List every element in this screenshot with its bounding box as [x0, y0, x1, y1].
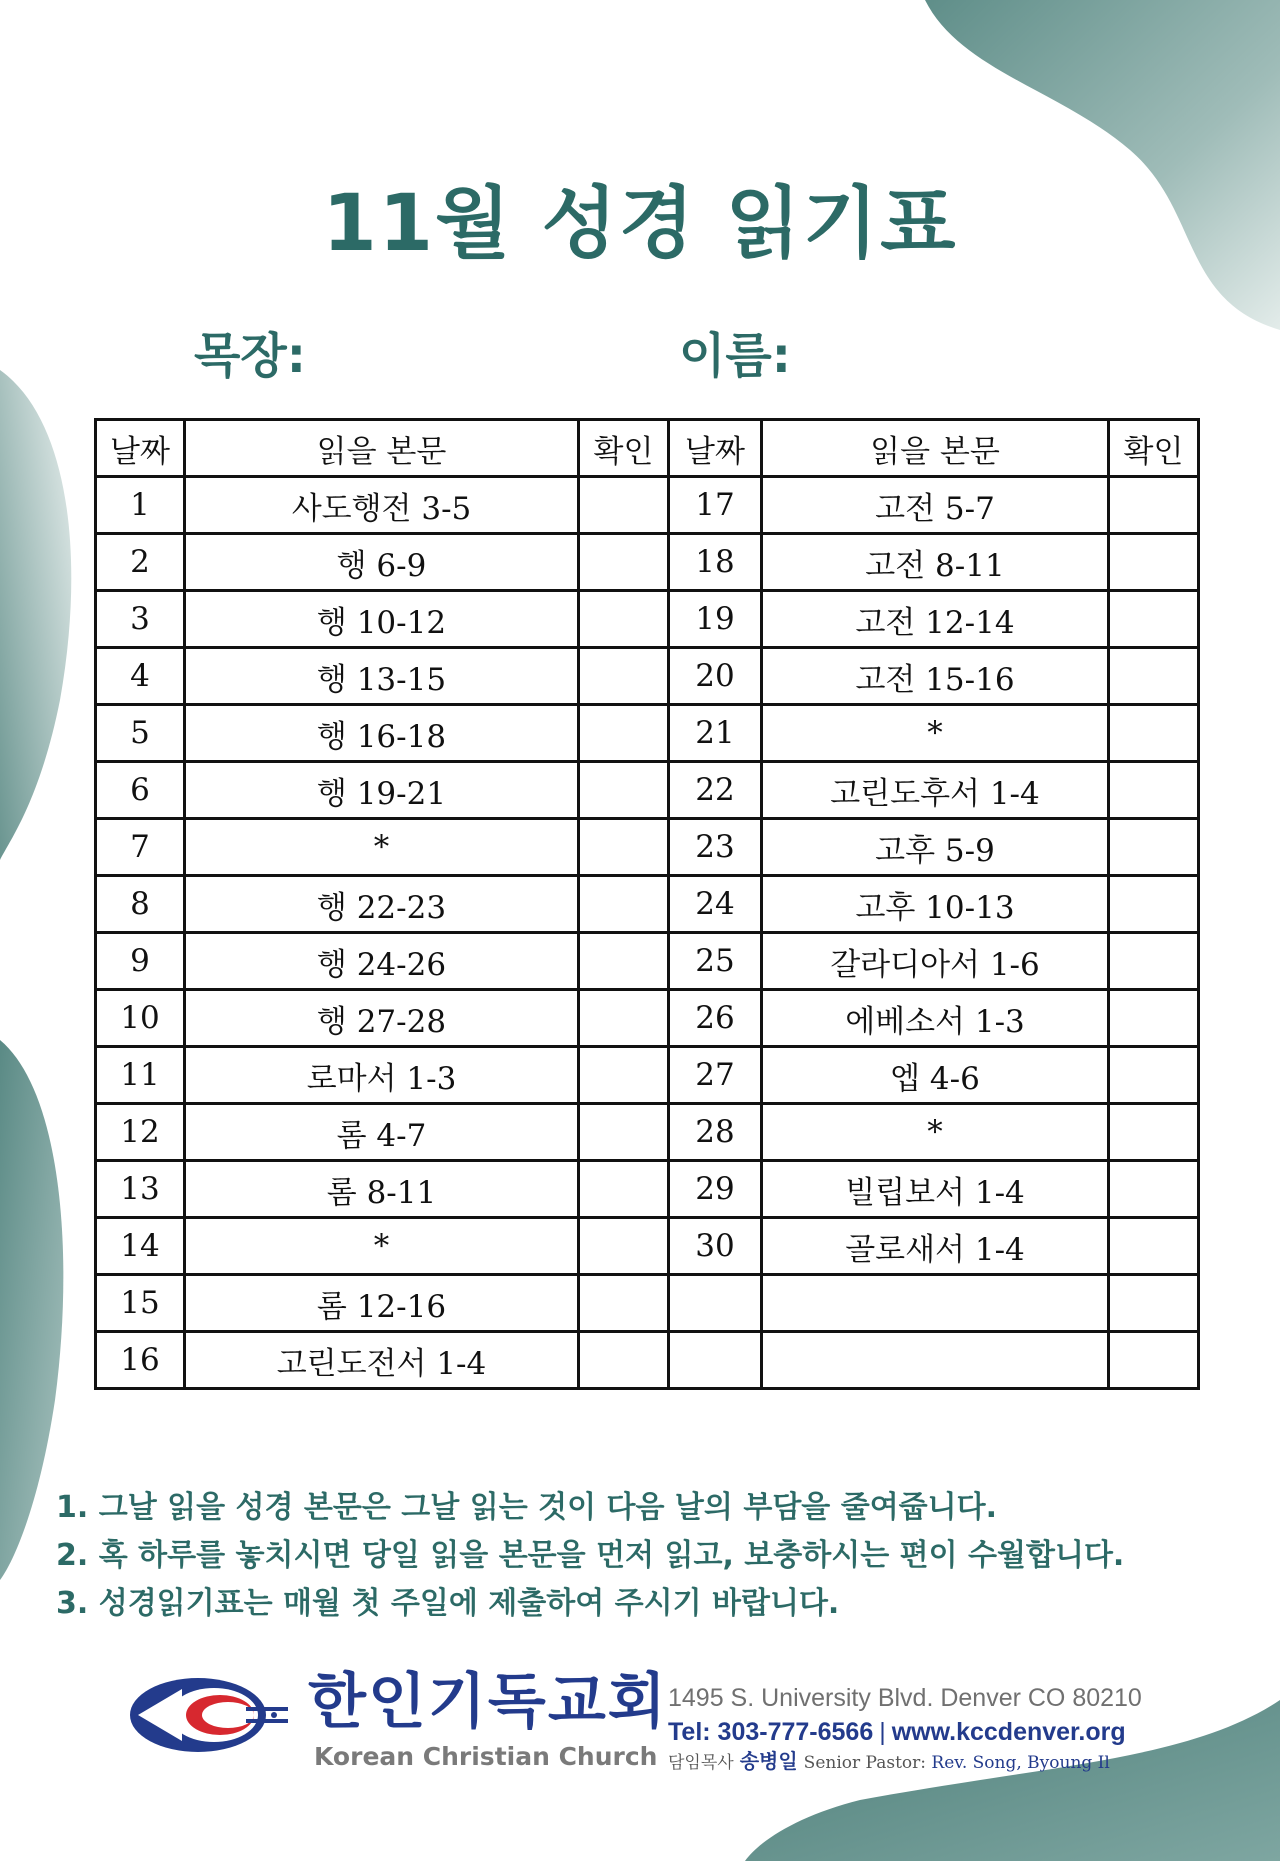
day-cell: 17 — [669, 477, 762, 534]
check-cell[interactable] — [579, 477, 669, 534]
check-cell[interactable] — [579, 705, 669, 762]
day-cell: 13 — [96, 1161, 185, 1218]
check-cell[interactable] — [579, 1047, 669, 1104]
check-cell[interactable] — [1109, 762, 1199, 819]
check-cell[interactable] — [1109, 990, 1199, 1047]
day-cell: 6 — [96, 762, 185, 819]
check-cell[interactable] — [1109, 819, 1199, 876]
table-row — [96, 762, 1199, 819]
table-row — [96, 1218, 1199, 1275]
separator: | — [879, 1718, 886, 1746]
website-link[interactable]: www.kccdenver.org — [891, 1718, 1126, 1746]
passage-cell: 행 27-28 — [185, 990, 579, 1047]
check-cell[interactable] — [579, 648, 669, 705]
instructions — [56, 1484, 1236, 1628]
passage-cell: 행 22-23 — [185, 876, 579, 933]
pastor-line — [668, 1751, 1110, 1772]
table-row — [96, 705, 1199, 762]
day-cell: 24 — [669, 876, 762, 933]
passage-cell: 고전 8-11 — [762, 534, 1109, 591]
check-cell[interactable] — [1109, 1218, 1199, 1275]
passage-cell: 골로새서 1-4 — [762, 1218, 1109, 1275]
passage-cell: * — [185, 1218, 579, 1275]
pastor-title-korean: 담임목사 — [668, 1753, 734, 1773]
header-date: 날짜 — [669, 420, 762, 477]
check-cell[interactable] — [579, 933, 669, 990]
table-row — [96, 819, 1199, 876]
day-cell: 27 — [669, 1047, 762, 1104]
check-cell[interactable] — [1109, 1104, 1199, 1161]
passage-cell: 고후 5-9 — [762, 819, 1109, 876]
day-cell: 23 — [669, 819, 762, 876]
check-cell[interactable] — [1109, 1161, 1199, 1218]
check-cell[interactable] — [1109, 876, 1199, 933]
passage-cell: 고후 10-13 — [762, 876, 1109, 933]
day-cell: 21 — [669, 705, 762, 762]
passage-cell: 로마서 1-3 — [185, 1047, 579, 1104]
check-cell[interactable] — [579, 1161, 669, 1218]
note-item: 3. 성경읽기표는 매월 첫 주일에 제출하여 주시기 바랍니다. — [56, 1586, 840, 1621]
check-cell[interactable] — [579, 1275, 669, 1332]
passage-cell: * — [185, 819, 579, 876]
check-cell[interactable] — [579, 990, 669, 1047]
header-passage: 읽을 본문 — [185, 420, 579, 477]
day-cell: 18 — [669, 534, 762, 591]
day-cell: 3 — [96, 591, 185, 648]
table-row — [96, 1161, 1199, 1218]
header-check: 확인 — [579, 420, 669, 477]
day-cell — [669, 1275, 762, 1332]
table-row — [96, 591, 1199, 648]
day-cell: 1 — [96, 477, 185, 534]
note-item: 1. 그날 읽을 성경 본문은 그날 읽는 것이 다음 날의 부담을 줄여줍니다. — [56, 1490, 998, 1525]
day-cell: 30 — [669, 1218, 762, 1275]
check-cell[interactable] — [1109, 477, 1199, 534]
day-cell: 25 — [669, 933, 762, 990]
name-label: 이름: — [679, 328, 791, 384]
check-cell[interactable] — [1109, 1275, 1199, 1332]
note-item: 2. 혹 하루를 놓치시면 당일 읽을 본문을 먼저 읽고, 보충하시는 편이 수월합니다. — [56, 1538, 1125, 1573]
passage-cell: 고린도후서 1-4 — [762, 762, 1109, 819]
kcc-logo-icon — [128, 1675, 294, 1755]
day-cell: 14 — [96, 1218, 185, 1275]
table-row — [96, 1332, 1199, 1389]
table-row — [96, 534, 1199, 591]
passage-cell: 롬 4-7 — [185, 1104, 579, 1161]
cell-group-label: 목장: — [194, 328, 306, 384]
pastor-name-english: Rev. Song, Byoung Il — [931, 1753, 1110, 1773]
passage-cell — [762, 1275, 1109, 1332]
passage-cell: 행 13-15 — [185, 648, 579, 705]
passage-cell: 엡 4-6 — [762, 1047, 1109, 1104]
passage-cell: 빌립보서 1-4 — [762, 1161, 1109, 1218]
day-cell: 8 — [96, 876, 185, 933]
check-cell[interactable] — [579, 819, 669, 876]
table-row — [96, 477, 1199, 534]
day-cell: 11 — [96, 1047, 185, 1104]
passage-cell: * — [762, 705, 1109, 762]
check-cell[interactable] — [579, 1104, 669, 1161]
passage-cell: 고린도전서 1-4 — [185, 1332, 579, 1389]
passage-cell: 롬 8-11 — [185, 1161, 579, 1218]
church-name-english: Korean Christian Church — [314, 1742, 658, 1771]
passage-cell — [762, 1332, 1109, 1389]
passage-cell: 행 6-9 — [185, 534, 579, 591]
church-name-korean: 한인기독교회 — [308, 1667, 668, 1737]
check-cell[interactable] — [579, 591, 669, 648]
reading-table — [94, 418, 1200, 1390]
day-cell: 9 — [96, 933, 185, 990]
day-cell: 19 — [669, 591, 762, 648]
header-check: 확인 — [1109, 420, 1199, 477]
table-header-row — [96, 420, 1199, 477]
pastor-title-english: Senior Pastor: — [803, 1753, 926, 1773]
day-cell: 28 — [669, 1104, 762, 1161]
table-row — [96, 1275, 1199, 1332]
day-cell: 26 — [669, 990, 762, 1047]
check-cell[interactable] — [1109, 1332, 1199, 1389]
passage-cell: 행 24-26 — [185, 933, 579, 990]
day-cell: 16 — [96, 1332, 185, 1389]
table-row — [96, 990, 1199, 1047]
day-cell: 20 — [669, 648, 762, 705]
passage-cell: 행 10-12 — [185, 591, 579, 648]
day-cell: 22 — [669, 762, 762, 819]
pastor-name-korean: 송병일 — [739, 1749, 798, 1773]
passage-cell: 에베소서 1-3 — [762, 990, 1109, 1047]
passage-cell: 사도행전 3-5 — [185, 477, 579, 534]
check-cell[interactable] — [579, 762, 669, 819]
passage-cell: * — [762, 1104, 1109, 1161]
church-address: 1495 S. University Blvd. Denver CO 80210 — [668, 1684, 1142, 1712]
check-cell[interactable] — [1109, 648, 1199, 705]
table-row — [96, 876, 1199, 933]
table-row — [96, 648, 1199, 705]
passage-cell: 고전 15-16 — [762, 648, 1109, 705]
passage-cell: 갈라디아서 1-6 — [762, 933, 1109, 990]
passage-cell: 행 19-21 — [185, 762, 579, 819]
passage-cell: 롬 12-16 — [185, 1275, 579, 1332]
day-cell: 7 — [96, 819, 185, 876]
table-row — [96, 1104, 1199, 1161]
page-title: 11월 성경 읽기표 — [322, 179, 958, 269]
passage-cell: 행 16-18 — [185, 705, 579, 762]
day-cell: 29 — [669, 1161, 762, 1218]
table-row — [96, 933, 1199, 990]
day-cell: 10 — [96, 990, 185, 1047]
header-passage: 읽을 본문 — [762, 420, 1109, 477]
check-cell[interactable] — [1109, 1047, 1199, 1104]
telephone: Tel: 303-777-6566 — [668, 1718, 874, 1746]
contact-line — [668, 1720, 1126, 1745]
check-cell[interactable] — [1109, 933, 1199, 990]
check-cell[interactable] — [579, 876, 669, 933]
check-cell[interactable] — [579, 1218, 669, 1275]
day-cell: 15 — [96, 1275, 185, 1332]
day-cell: 4 — [96, 648, 185, 705]
check-cell[interactable] — [1109, 534, 1199, 591]
passage-cell: 고전 12-14 — [762, 591, 1109, 648]
header-date: 날짜 — [96, 420, 185, 477]
table-row — [96, 1047, 1199, 1104]
day-cell — [669, 1332, 762, 1389]
check-cell[interactable] — [579, 534, 669, 591]
passage-cell: 고전 5-7 — [762, 477, 1109, 534]
day-cell: 5 — [96, 705, 185, 762]
check-cell[interactable] — [1109, 591, 1199, 648]
check-cell[interactable] — [1109, 705, 1199, 762]
day-cell: 12 — [96, 1104, 185, 1161]
check-cell[interactable] — [579, 1332, 669, 1389]
day-cell: 2 — [96, 534, 185, 591]
